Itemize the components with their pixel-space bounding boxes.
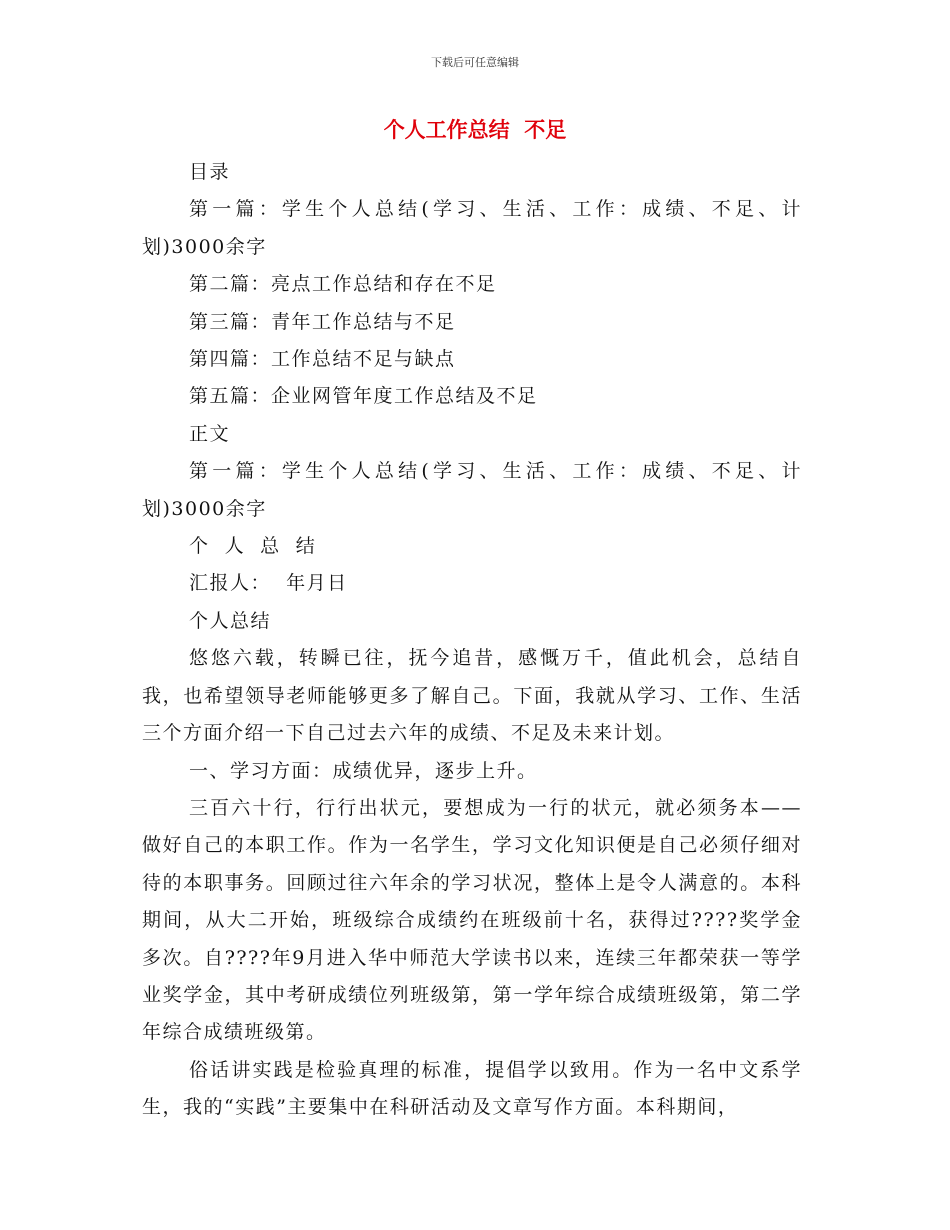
document-title: 个人工作总结 不足: [383, 118, 567, 142]
paragraph-summary-label: 个人总结: [189, 609, 272, 632]
document-body: [142, 154, 802, 1127]
paragraph-toc-heading: 目录: [189, 161, 231, 183]
paragraph-summary-title: 个 人 总 结: [189, 535, 317, 558]
paragraph-practice: 俗话讲实践是检验真理的标准，提倡学以致用。作为一名中文系学生，我的“实践”主要集中在科研活动及文章写作方面。本科期间，: [142, 1058, 802, 1119]
paragraph-toc-item-4: 第四篇：工作总结不足与缺点: [189, 348, 456, 371]
paragraph-study: 三百六十行，行行出状元，要想成为一行的状元，就必须务本——做好自己的本职工作。作为一名学生，学习文化知识便是自己必须仔细对待的本职事务。回顾过往六年余的学习状况，整体上是令人满意的。本科期间，从大二开始，班级综合成绩约在班级前十名，获得过????奖学金多次。自????年9月进入华中师范大学读书以来，连续三年都荣获一等学业奖学金，其中考研成绩位列班级第，第一学年综合成绩班级第，第二学年综合成绩班级第。: [142, 796, 802, 1044]
paragraph-reporter: 汇报人： 年月日: [189, 572, 348, 595]
paragraph-chapter-title: 第一篇：学生个人总结(学习、生活、工作：成绩、不足、计划)3000余字: [142, 460, 802, 520]
paragraph-main-heading: 正文: [189, 422, 231, 445]
paragraph-section-heading: 一、学习方面：成绩优异，逐步上升。: [189, 759, 538, 782]
paragraph-intro: 悠悠六载，转瞬已往，抚今追昔，感慨万千，值此机会，总结自我，也希望领导老师能够更多了解自己。下面，我就从学习、工作、生活三个方面介绍一下自己过去六年的成绩、不足及未来计划。: [142, 647, 802, 745]
paragraph-toc-item-5: 第五篇：企业网管年度工作总结及不足: [189, 385, 538, 408]
paragraph-toc-item-1: 第一篇：学生个人总结(学习、生活、工作：成绩、不足、计划)3000余字: [142, 198, 802, 258]
paragraph-toc-item-3: 第三篇：青年工作总结与不足: [189, 310, 456, 333]
page-header-note: 下载后可任意编辑: [431, 56, 519, 69]
paragraph-toc-item-2: 第二篇：亮点工作总结和存在不足: [189, 273, 497, 296]
